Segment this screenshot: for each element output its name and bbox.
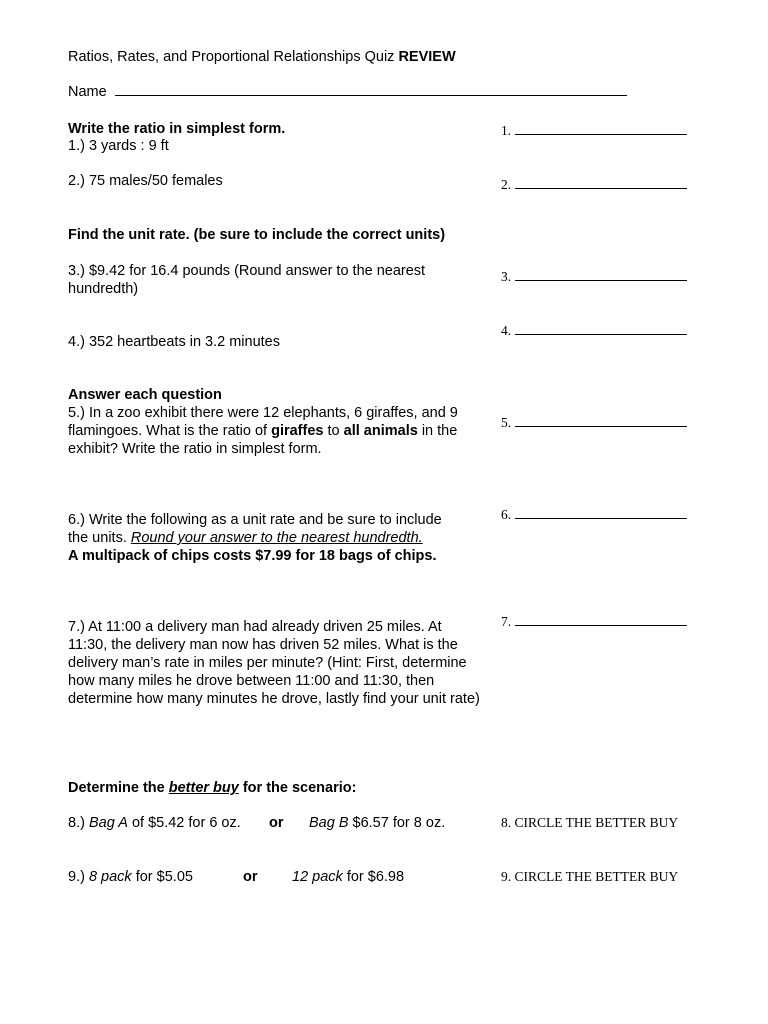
better-buy-emph: better buy [168, 780, 239, 796]
answer-6-label: 6. [501, 507, 512, 522]
question-8-or: or [269, 815, 284, 831]
question-9-option-b [292, 868, 404, 886]
answer-1-blank[interactable] [515, 122, 687, 135]
answer-7-blank[interactable] [515, 613, 687, 626]
question-2: 2.) 75 males/50 females [68, 173, 223, 189]
answer-line-3 [501, 268, 687, 286]
question-5-text-e: in the exhibit? Write the ratio in simplest form. [68, 423, 458, 457]
answer-5-label: 5. [501, 415, 512, 430]
question-8-bag-b: Bag B [309, 815, 349, 831]
question-5-giraffes: giraffes [271, 423, 324, 439]
question-6 [68, 511, 463, 565]
better-buy-pre: Determine the [68, 780, 169, 796]
question-8-number: 8.) [68, 815, 89, 831]
question-5-text-a: 5.) In a zoo exhibit there were 12 elephants, 6 giraffes, and 9 flamingoes. What is the ratio of [68, 405, 458, 439]
question-5-text-c: to [323, 423, 344, 439]
name-blank[interactable] [115, 83, 627, 96]
question-6-text: 6.) Write the following as a unit rate and be sure to include the units. [68, 512, 442, 546]
section-heading-answer-each: Answer each question [68, 387, 222, 403]
answer-line-4 [501, 322, 687, 340]
name-label: Name [68, 84, 107, 100]
answer-1-label: 1. [501, 123, 512, 138]
section-heading-simplest: Write the ratio in simplest form. [68, 121, 286, 137]
answer-4-blank[interactable] [515, 322, 687, 335]
question-7: 7.) At 11:00 a delivery man had already driven 25 miles. At 11:30, the delivery man now has driven 52 miles. What is the delivery man’s rate in miles per minute? (Hint: First, determine how many miles he drove between 11:00 and 11:30, then determine how many minutes he drove, lastly find your unit rate) [68, 619, 480, 707]
answer-line-5 [501, 414, 687, 432]
question-6-round-note: Round your answer to the nearest hundredth. [130, 530, 423, 546]
question-9-pack-b: 12 pack [292, 869, 343, 885]
title-text: Ratios, Rates, and Proportional Relationships Quiz [68, 49, 399, 65]
question-3: 3.) $9.42 for 16.4 pounds (Round answer to the nearest hundredth) [68, 263, 426, 297]
answer-8-circle-prompt: 8. CIRCLE THE BETTER BUY [501, 815, 679, 830]
question-8-option-a [68, 814, 241, 832]
question-9-pack-b-price: for $6.98 [342, 869, 405, 885]
answer-line-7 [501, 613, 687, 631]
answer-3-label: 3. [501, 269, 512, 284]
answer-5-blank[interactable] [515, 414, 687, 427]
page-title [68, 48, 456, 66]
answer-line-2 [501, 176, 687, 194]
question-8-option-b [309, 814, 445, 832]
question-9-option-a [68, 868, 193, 886]
answer-2-blank[interactable] [515, 176, 687, 189]
name-row [68, 83, 627, 101]
answer-4-label: 4. [501, 323, 512, 338]
answer-2-label: 2. [501, 177, 512, 192]
answer-line-6 [501, 506, 687, 524]
answer-9-circle-prompt: 9. CIRCLE THE BETTER BUY [501, 869, 679, 884]
question-9-pack-a: 8 pack [88, 869, 132, 885]
answer-7-label: 7. [501, 614, 512, 629]
section-heading-better-buy [68, 779, 356, 797]
question-8-bag-a: Bag A [88, 815, 128, 831]
better-buy-post: for the scenario: [238, 780, 357, 796]
title-emphasis: REVIEW [398, 49, 456, 65]
question-9-pack-a-price: for $5.05 [131, 869, 193, 885]
section-heading-unit-rate: Find the unit rate. (be sure to include the correct units) [68, 227, 446, 243]
question-9-number: 9.) [68, 869, 89, 885]
answer-line-1 [501, 122, 687, 140]
question-9-or: or [243, 869, 258, 885]
answer-6-blank[interactable] [515, 506, 687, 519]
question-1: 1.) 3 yards : 9 ft [68, 138, 169, 154]
question-8-bag-a-price: of $5.42 for 6 oz. [127, 815, 241, 831]
answer-3-blank[interactable] [515, 268, 687, 281]
question-6-problem: A multipack of chips costs $7.99 for 18 bags of chips. [68, 548, 437, 564]
question-8-bag-b-price: $6.57 for 8 oz. [348, 815, 446, 831]
question-4: 4.) 352 heartbeats in 3.2 minutes [68, 334, 280, 350]
question-5 [68, 404, 480, 458]
question-5-all-animals: all animals [343, 423, 418, 439]
